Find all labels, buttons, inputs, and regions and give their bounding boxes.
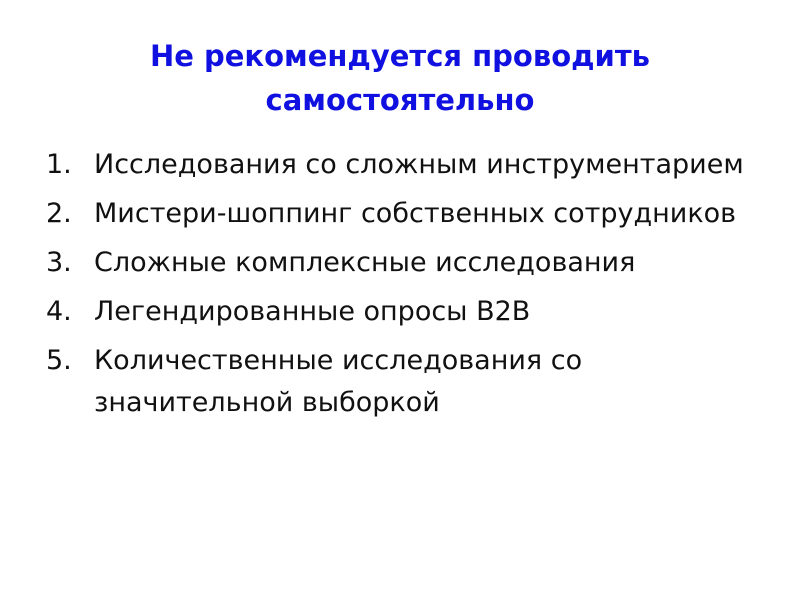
list-item: [40, 340, 760, 424]
list-item-number: 3.: [46, 247, 72, 278]
list-item-text: Сложные комплексные исследования: [94, 247, 636, 278]
list-item: [40, 193, 760, 235]
list-item-number: 1.: [46, 149, 72, 180]
list-item-text: Легендированные опросы B2B: [94, 296, 531, 327]
list-item: [40, 291, 760, 333]
list-item-number: 2.: [46, 198, 72, 229]
slide-title: Не рекомендуется проводить самостоятельно: [149, 39, 651, 117]
numbered-list: [40, 144, 760, 431]
list-item: [40, 144, 760, 186]
list-item-text: Исследования со сложным инструментарием: [94, 149, 744, 180]
list-item: [40, 242, 760, 284]
list-item-text: Мистери-шоппинг собственных сотрудников: [94, 198, 737, 229]
list-item-number: 4.: [46, 296, 72, 327]
list-item-text: Количественные исследования со значительной выборкой: [94, 345, 583, 418]
list-item-number: 5.: [46, 345, 72, 376]
